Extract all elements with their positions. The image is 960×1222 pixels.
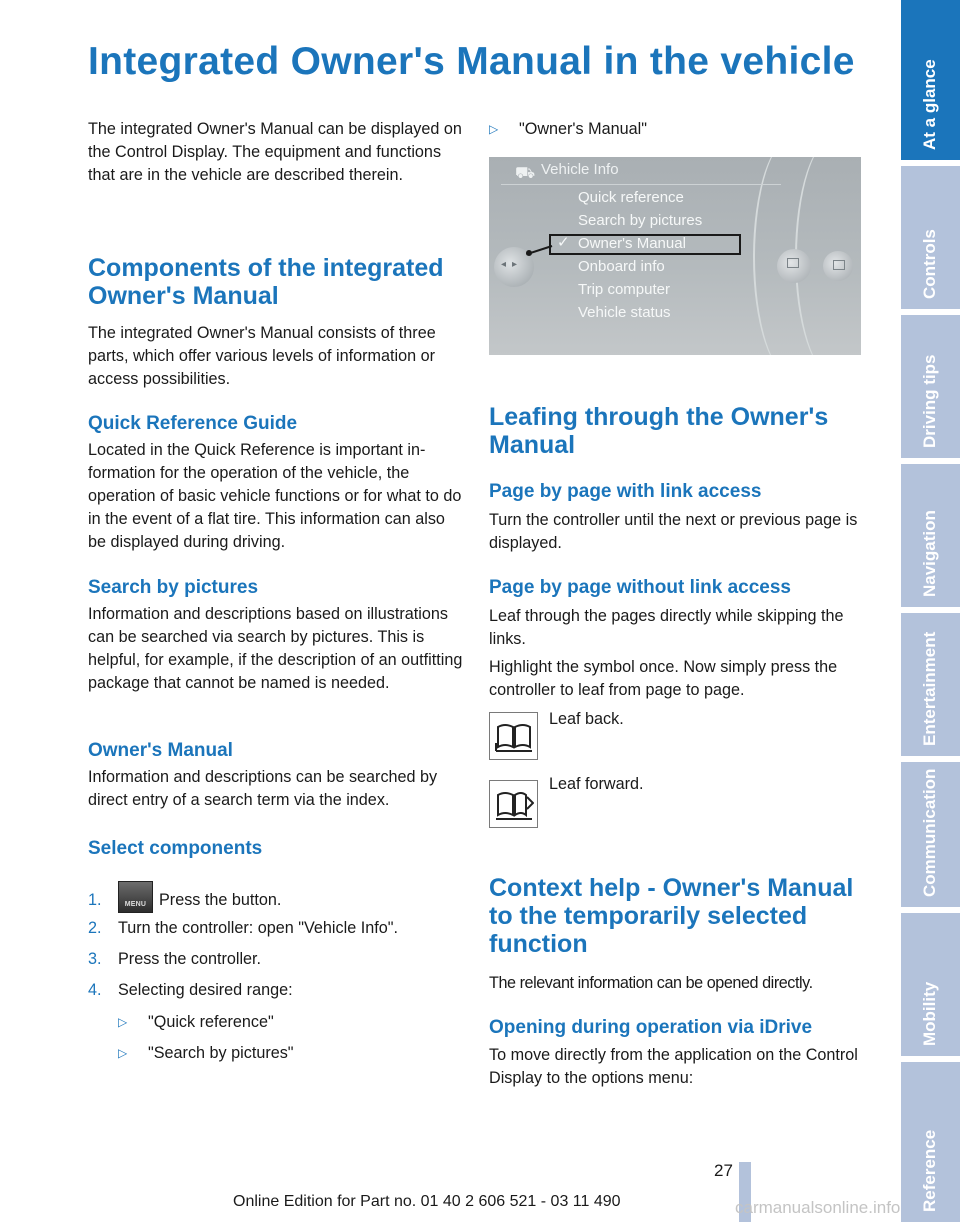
page-title: Integrated Owner's Manual in the vehicle	[88, 40, 855, 83]
step-text: Turn the controller: open "Vehicle Info".	[118, 919, 398, 937]
tab-communication[interactable]: Communication	[901, 762, 960, 907]
screen-option[interactable]: Quick reference	[578, 189, 684, 206]
step-text: Selecting desired range:	[118, 981, 293, 999]
control-display-screenshot	[489, 157, 861, 355]
screen-option[interactable]: Vehicle status	[578, 304, 671, 321]
opening-paragraph: To move directly from the application on the Control Display to the options menu:	[489, 1046, 858, 1087]
screen-header: Vehicle Info	[541, 161, 619, 178]
components-heading: Components of the integrated Owner's Manual	[88, 254, 444, 310]
owners-manual-paragraph: Information and descriptions can be searched by direct entry of a search term via the index.	[88, 768, 438, 809]
page-number: 27	[714, 1161, 733, 1180]
tab-navigation[interactable]: Navigation	[901, 464, 960, 607]
screen-option[interactable]: Search by pictures	[578, 212, 703, 229]
subitem-text: "Search by pictures"	[148, 1044, 294, 1062]
tab-mobility[interactable]: Mobility	[901, 913, 960, 1056]
screen-divider	[501, 184, 781, 185]
search-by-pictures-heading: Search by pictures	[88, 577, 259, 598]
options-knob-icon	[823, 251, 853, 281]
quick-reference-heading: Quick Reference Guide	[88, 413, 298, 434]
list-item	[118, 1042, 294, 1065]
leaf-back-icon	[489, 712, 538, 760]
watermark[interactable]: carmanualsonline.info	[735, 1198, 901, 1217]
leaf-back-label: Leaf back.	[549, 710, 624, 728]
subitem-text: "Quick reference"	[148, 1013, 274, 1031]
list-item	[88, 979, 293, 1002]
tab-driving-tips[interactable]: Driving tips	[901, 315, 960, 458]
context-help-heading: Context help - Owner's Manual to the temporarily selected function	[489, 874, 854, 958]
menu-button-icon: MENU	[118, 881, 153, 913]
controller-knob-icon: ◂▸	[494, 247, 534, 287]
context-help-paragraph: The relevant information can be opened directly.	[489, 974, 813, 992]
search-by-pictures-paragraph: Information and descriptions based on illustrations can be searched via search by pictures. This is helpful, for example, if the description of an outfitting package that cannot be named is needed.	[88, 605, 463, 692]
footer-text: Online Edition for Part no. 01 40 2 606 521 - 03 11 490	[233, 1193, 621, 1210]
options-knob-icon	[777, 249, 811, 283]
no-link-access-paragraph: Highlight the symbol once. Now simply press the controller to leaf from page to page.	[489, 658, 838, 699]
step-number: 3.	[88, 950, 102, 968]
screen-option[interactable]: Onboard info	[578, 258, 665, 275]
subitem-text: "Owner's Manual"	[519, 120, 647, 138]
opening-heading: Opening during operation via iDrive	[489, 1017, 813, 1038]
list-item	[489, 118, 647, 141]
vehicle-icon: ⛟	[515, 165, 536, 182]
no-link-access-heading: Page by page without link access	[489, 577, 791, 598]
link-access-heading: Page by page with link access	[489, 481, 762, 502]
step-number: 1.	[88, 891, 102, 909]
triangle-bullet-icon: ▷	[489, 122, 499, 136]
tab-controls[interactable]: Controls	[901, 166, 960, 309]
tab-entertainment[interactable]: Entertainment	[901, 613, 960, 756]
triangle-bullet-icon: ▷	[118, 1046, 128, 1060]
step-number: 4.	[88, 981, 102, 999]
select-components-heading: Select components	[88, 838, 263, 859]
intro-paragraph: The integrated Owner's Manual can be displayed on the Control Display. The equipment and functions that are in the vehicle are described therein.	[88, 120, 462, 184]
leaf-forward-label: Leaf forward.	[549, 775, 644, 793]
link-access-paragraph: Turn the controller until the next or previous page is displayed.	[489, 511, 858, 552]
triangle-bullet-icon: ▷	[118, 1015, 128, 1029]
components-paragraph: The integrated Owner's Manual consists of three parts, which offer various levels of information or access possibilities.	[88, 324, 436, 388]
list-item	[88, 948, 261, 971]
quick-reference-paragraph: Located in the Quick Reference is important information for the operation of the vehicle, the operation of basic vehicle functions or for what to do in the event of a flat tire. This information can also be displayed during driving.	[88, 441, 462, 551]
step-text: Press the button.	[159, 891, 282, 909]
list-item	[118, 1011, 274, 1034]
screen-option-selected[interactable]: Owner's Manual	[578, 235, 686, 252]
step-text: Press the controller.	[118, 950, 262, 968]
step-number: 2.	[88, 919, 102, 937]
tab-reference[interactable]: Reference	[901, 1062, 960, 1222]
no-link-access-paragraph: Leaf through the pages directly while skipping the links.	[489, 607, 844, 648]
screen-option[interactable]: Trip computer	[578, 281, 670, 298]
callout-dot	[526, 250, 532, 256]
checkmark-icon: ✓	[557, 234, 570, 251]
list-item	[88, 917, 398, 940]
owners-manual-heading: Owner's Manual	[88, 740, 233, 761]
list-item	[88, 881, 281, 913]
leafing-heading: Leafing through the Owner's Manual	[489, 403, 829, 459]
leaf-forward-icon	[489, 780, 538, 828]
tab-at-a-glance[interactable]: At a glance	[901, 0, 960, 160]
